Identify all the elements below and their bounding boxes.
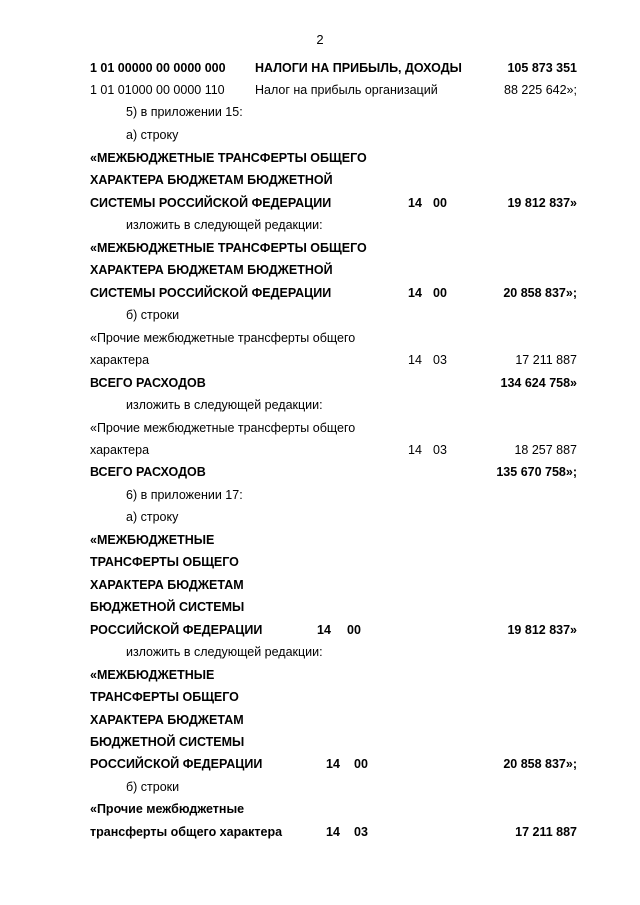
a17-new-line-5: РОССИЙСКОЙ ФЕДЕРАЦИИ (90, 757, 263, 771)
income-code-2: 1 01 01000 00 0000 110 (90, 83, 225, 97)
a17-sub-b: б) строки (126, 780, 180, 794)
a15-old-amount: 19 812 837» (507, 196, 577, 210)
a17-new-rz: 14 (326, 757, 340, 771)
a15-other-old-rz: 14 (408, 353, 422, 367)
a17-old-line-5: РОССИЙСКОЙ ФЕДЕРАЦИИ (90, 623, 263, 637)
a15-new-pr: 00 (433, 286, 447, 300)
a15-new-rz: 14 (408, 286, 422, 300)
a15-old-rz: 14 (408, 196, 422, 210)
a15-old-line-2: ХАРАКТЕРА БЮДЖЕТАМ БЮДЖЕТНОЙ (90, 173, 333, 187)
a15-other-new-rz: 14 (408, 443, 422, 457)
income-code-1: 1 01 00000 00 0000 000 (90, 61, 226, 75)
a15-total-new-amount: 135 670 758»; (496, 465, 577, 479)
appendix-17-header: 6) в приложении 17: (126, 488, 243, 502)
a15-sub-b: б) строки (126, 308, 180, 322)
a15-replace-1: изложить в следующей редакции: (126, 218, 323, 232)
a15-other-old-pr: 03 (433, 353, 447, 367)
a15-other-new-line-1: «Прочие межбюджетные трансферты общего (90, 421, 356, 435)
a15-other-old-line-1: «Прочие межбюджетные трансферты общего (90, 331, 356, 345)
a17-old-line-1: «МЕЖБЮДЖЕТНЫЕ (90, 533, 215, 547)
a17-new-line-4: БЮДЖЕТНОЙ СИСТЕМЫ (90, 735, 245, 749)
income-amount-2: 88 225 642»; (504, 83, 577, 97)
a15-new-amount: 20 858 837»; (503, 286, 577, 300)
a17-other-line-2: трансферты общего характера (90, 825, 283, 839)
a15-new-line-3: СИСТЕМЫ РОССИЙСКОЙ ФЕДЕРАЦИИ (90, 286, 332, 300)
a15-old-line-3: СИСТЕМЫ РОССИЙСКОЙ ФЕДЕРАЦИИ (90, 196, 332, 210)
a15-new-line-1: «МЕЖБЮДЖЕТНЫЕ ТРАНСФЕРТЫ ОБЩЕГО (90, 241, 367, 255)
a15-other-new-pr: 03 (433, 443, 447, 457)
a17-old-line-3: ХАРАКТЕРА БЮДЖЕТАМ (90, 578, 244, 592)
income-amount-1: 105 873 351 (507, 61, 577, 75)
a15-other-old-amount: 17 211 887 (515, 353, 577, 367)
income-name-2: Налог на прибыль организаций (255, 83, 438, 97)
income-name-1: НАЛОГИ НА ПРИБЫЛЬ, ДОХОДЫ (255, 61, 462, 75)
a15-old-line-1: «МЕЖБЮДЖЕТНЫЕ ТРАНСФЕРТЫ ОБЩЕГО (90, 151, 367, 165)
a17-other-pr: 03 (354, 825, 368, 839)
page-number: 2 (316, 32, 324, 47)
a17-old-amount: 19 812 837» (507, 623, 577, 637)
appendix-17-sub-a: а) строку (126, 510, 179, 524)
a17-other-amount: 17 211 887 (515, 825, 577, 839)
a17-replace-1: изложить в следующей редакции: (126, 645, 323, 659)
a15-other-old-line-2: характера (90, 353, 150, 367)
a17-other-rz: 14 (326, 825, 340, 839)
a15-total-old-label: ВСЕГО РАСХОДОВ (90, 376, 206, 390)
a15-old-pr: 00 (433, 196, 447, 210)
a17-new-line-1: «МЕЖБЮДЖЕТНЫЕ (90, 668, 215, 682)
a17-old-rz: 14 (317, 623, 331, 637)
a15-new-line-2: ХАРАКТЕРА БЮДЖЕТАМ БЮДЖЕТНОЙ (90, 263, 333, 277)
appendix-15-header: 5) в приложении 15: (126, 105, 243, 119)
a17-new-pr: 00 (354, 757, 368, 771)
a17-old-line-4: БЮДЖЕТНОЙ СИСТЕМЫ (90, 600, 245, 614)
a17-old-pr: 00 (347, 623, 361, 637)
appendix-15-sub-a: а) строку (126, 128, 179, 142)
a15-replace-2: изложить в следующей редакции: (126, 398, 323, 412)
a17-new-line-3: ХАРАКТЕРА БЮДЖЕТАМ (90, 713, 244, 727)
a17-new-line-2: ТРАНСФЕРТЫ ОБЩЕГО (90, 690, 239, 704)
a17-old-line-2: ТРАНСФЕРТЫ ОБЩЕГО (90, 555, 239, 569)
a17-new-amount: 20 858 837»; (503, 757, 577, 771)
a15-other-new-amount: 18 257 887 (514, 443, 577, 457)
a17-other-line-1: «Прочие межбюджетные (90, 802, 245, 816)
a15-other-new-line-2: характера (90, 443, 150, 457)
a15-total-new-label: ВСЕГО РАСХОДОВ (90, 465, 206, 479)
a15-total-old-amount: 134 624 758» (500, 376, 577, 390)
